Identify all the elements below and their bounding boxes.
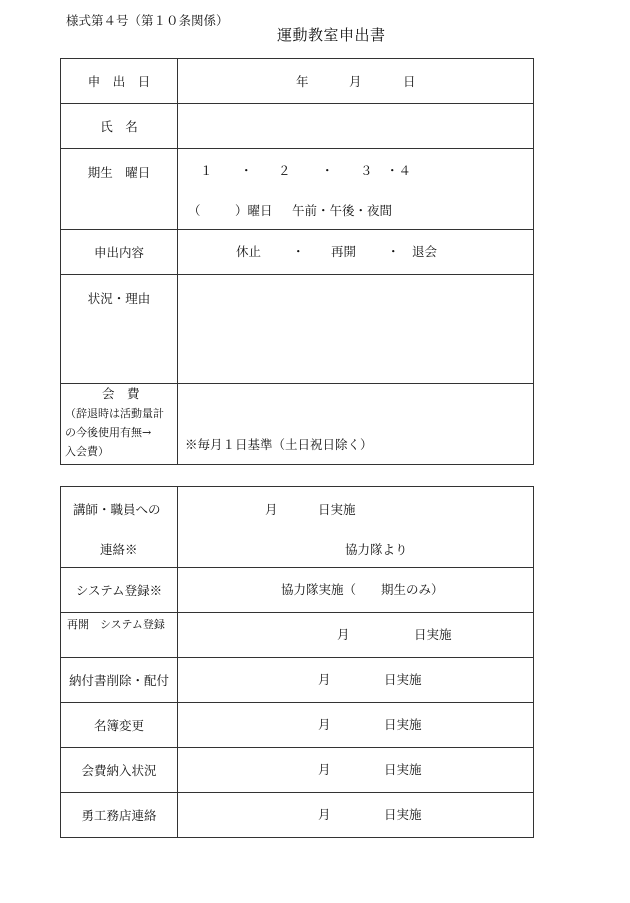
term-separator: ・ [321,163,334,178]
resume-system-label: 再開 システム登録 [67,618,165,631]
day-unit: 日 [403,74,416,89]
term-option-3[interactable]: ３ [360,163,373,178]
term-option-1[interactable]: １ [200,163,213,178]
label-reason: 状況・理由 [61,275,178,384]
instructor-label-line2: 連絡※ [100,542,138,557]
label-contractor-contact: 勇工務店連絡 [61,793,178,838]
row-payment-slip [61,658,534,703]
roster-change-field[interactable] [178,703,534,748]
row-contractor-contact [61,793,534,838]
day-implemented: 日実施 [384,717,422,732]
row-term-weekday [61,149,534,230]
year-unit: 年 [296,74,309,89]
weekday-paren-open: （ [188,203,201,218]
system-registration-field[interactable] [178,568,534,613]
time-of-day-options[interactable]: 午前・午後・夜間 [292,203,393,218]
term-weekday-field[interactable] [178,149,534,230]
label-term-weekday: 期生 曜日 [61,149,178,230]
month-unit: 月 [318,762,331,777]
system-registration-value: 協力隊実施（ 期生のみ） [281,582,444,597]
form-number-label: 様式第４号（第１０条関係） [66,13,229,28]
option-withdraw[interactable]: 退会 [412,244,438,259]
row-reason [61,275,534,384]
reason-field[interactable] [178,275,534,384]
option-separator: ・ [292,244,305,259]
label-fee [61,384,178,465]
row-name [61,104,534,149]
label-payment-slip: 納付書削除・配付 [61,658,178,703]
row-fee-payment-status [61,748,534,793]
month-unit: 月 [337,627,350,642]
resume-system-field[interactable] [178,613,534,658]
fee-field[interactable] [178,384,534,465]
day-implemented: 日実施 [384,807,422,822]
row-resume-system-registration [61,613,534,658]
contractor-contact-field[interactable] [178,793,534,838]
label-fee-payment-status: 会費納入状況 [61,748,178,793]
term-separator: ・ [240,163,253,178]
day-implemented: 日実施 [318,502,356,517]
row-application-date [61,59,534,104]
fee-label-line4: 入会費） [65,445,109,458]
month-unit: 月 [265,502,278,517]
term-option-2[interactable]: ２ [278,163,291,178]
fee-payment-status-field[interactable] [178,748,534,793]
row-instructor-contact [61,487,534,568]
row-fee [61,384,534,465]
label-request-content: 申出内容 [61,230,178,275]
request-content-field[interactable] [178,230,534,275]
label-resume-system-registration [61,613,178,658]
month-unit: 月 [318,807,331,822]
fee-label-line3: の今後使用有無→ [65,426,152,439]
fee-label-line1: 会 費 [102,386,140,401]
label-name: 氏 名 [61,104,178,149]
by-cooperation-team: 協力隊より [345,542,408,557]
label-system-registration: システム登録※ [61,568,178,613]
label-application-date: 申 出 日 [61,59,178,104]
instructor-label-line1: 講師・職員への [73,502,161,517]
month-unit: 月 [318,672,331,687]
application-date-field[interactable] [178,59,534,104]
option-suspend[interactable]: 休止 [236,244,262,259]
day-implemented: 日実施 [414,627,452,642]
application-form-table [60,58,534,465]
staff-processing-table [60,486,534,838]
label-roster-change: 名簿変更 [61,703,178,748]
fee-note: ※毎月１日基準（土日祝日除く） [185,437,373,452]
day-implemented: 日実施 [384,762,422,777]
month-unit: 月 [349,74,362,89]
option-separator: ・ [387,244,400,259]
row-roster-change [61,703,534,748]
instructor-contact-field[interactable] [178,487,534,568]
fee-label-line2: （辞退時は活動量計 [65,407,164,420]
document-title: 運動教室申出書 [277,26,386,44]
term-option-4[interactable]: ・４ [386,163,412,178]
weekday-label: ）曜日 [235,203,273,218]
label-instructor-contact [61,487,178,568]
day-implemented: 日実施 [384,672,422,687]
name-field[interactable] [178,104,534,149]
month-unit: 月 [318,717,331,732]
payment-slip-field[interactable] [178,658,534,703]
row-request-content [61,230,534,275]
row-system-registration [61,568,534,613]
option-resume[interactable]: 再開 [331,244,357,259]
